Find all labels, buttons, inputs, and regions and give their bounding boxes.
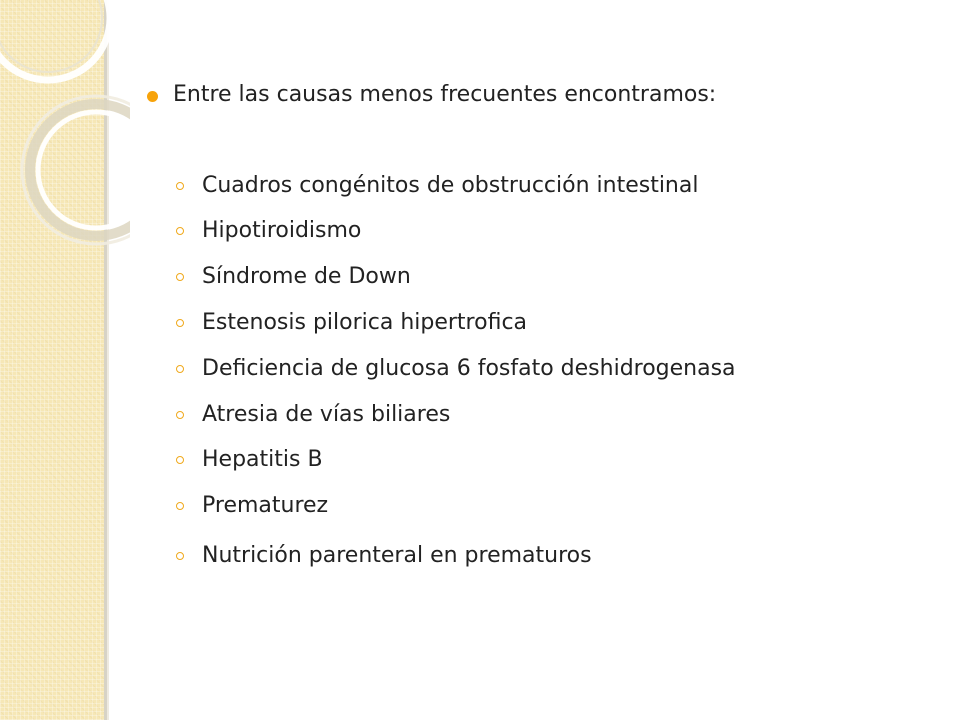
list-item	[0, 213, 760, 249]
list-item	[0, 538, 760, 574]
list-item-label: Cuadros congénitos de obstrucción intestinal	[202, 173, 699, 198]
list-item-label: Síndrome de Down	[202, 264, 411, 289]
list-item-label: Hipotiroidismo	[202, 218, 362, 243]
ring-bullet-icon	[176, 365, 184, 373]
list-item-label: Deficiencia de glucosa 6 fosfato deshidrogenasa	[202, 356, 736, 381]
list-item-label: Atresia de vías biliares	[202, 402, 451, 427]
list-item	[0, 259, 760, 295]
ring-bullet-icon	[176, 319, 184, 327]
slide-heading: Entre las causas menos frecuentes encontramos:	[173, 82, 717, 107]
ring-bullet-icon	[176, 552, 184, 560]
ring-bullet-icon	[176, 182, 184, 190]
list-item	[0, 168, 760, 204]
list-item-label: Hepatitis B	[202, 447, 323, 472]
list-item-label: Prematurez	[202, 493, 329, 518]
ring-bullet-icon	[176, 273, 184, 281]
ring-bullet-icon	[176, 411, 184, 419]
list-item-label: Nutrición parenteral en prematuros	[202, 543, 592, 568]
ring-bullet-icon	[176, 502, 184, 510]
list-item	[0, 397, 760, 433]
list-item-label: Estenosis pilorica hipertrofica	[202, 310, 528, 335]
heading-bullet-icon	[147, 91, 158, 102]
ring-bullet-icon	[176, 456, 184, 464]
list-item	[0, 442, 760, 478]
list-item	[0, 488, 760, 524]
ring-bullet-icon	[176, 227, 184, 235]
list-item	[0, 305, 760, 341]
list-item	[0, 351, 760, 387]
